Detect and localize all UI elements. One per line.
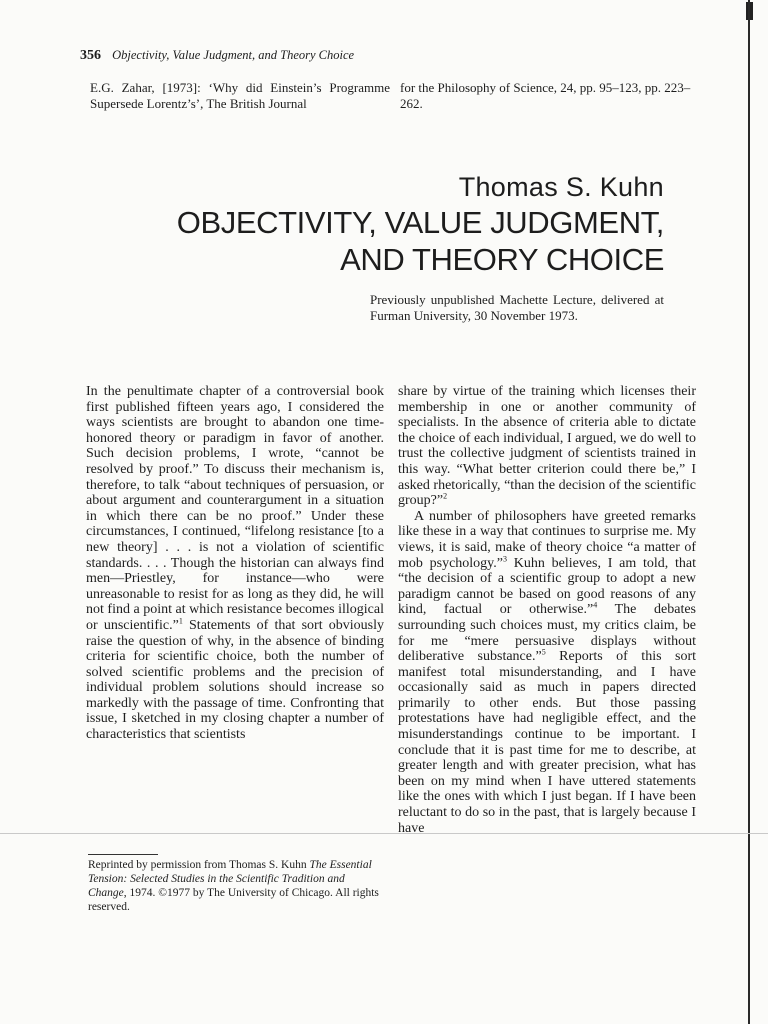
- footnote-rule: [88, 854, 158, 855]
- paragraph: [398, 384, 696, 509]
- paragraph-text: Statements of that sort obviously raise the question of why, in the absence of binding criteria for scientific choice, both the number of solved scientific problems and the precision of individual problem solutions should increase so markedly with the passage of time. Confronting that issue, I sketched in my closing chapter a number of characteristics that scientists: [86, 617, 384, 743]
- paragraph-text: Reports of this sort manifest total misunderstanding, and I have occasionally said as much in papers directed primarily to other ends. But those passing protestations have had negligible effect, and the misunderstandings continue to be important. I conclude that it is past time for me to describe, at greater length and with greater precision, what has been on my mind when I have uttered statements like the ones with which I just began. If I have been reluctant to do so in the past, that is largely because I have: [398, 649, 696, 836]
- paragraph: [86, 384, 384, 743]
- page-number: 356: [80, 48, 101, 63]
- running-title: Objectivity, Value Judgment, and Theory Choice: [112, 48, 355, 62]
- author-name: Thomas S. Kuhn: [458, 172, 664, 202]
- footnote-ref: 3: [503, 553, 507, 563]
- paragraph-text: Kuhn believes, I am told, that “the decision of a scientific group to adopt a new paradigm cannot be based on good reasons of any kind, factual or otherwise.”: [398, 555, 696, 618]
- footnote-ref: 1: [178, 616, 183, 626]
- footnote-text: , 1974. ©1977 by The University of Chicago. All rights reserved.: [88, 887, 379, 913]
- footnote-text: Reprinted by permission from Thomas S. Kuhn: [88, 859, 310, 871]
- title-line-1: OBJECTIVITY, VALUE JUDGMENT,: [176, 205, 664, 240]
- footnote-ref: 4: [593, 600, 598, 610]
- body-column-left: [86, 384, 384, 743]
- article-title: [177, 204, 664, 278]
- footnote-book-title: The Essential Tension: Selected Studies in the Scientific Tradition and Change: [88, 859, 372, 899]
- running-header: [80, 48, 354, 64]
- body-column-right: [398, 384, 696, 836]
- paragraph-text: The debates surrounding such choices must, my critics claim, be for me “mere persuasive displays without deliberative substance.”: [398, 602, 696, 665]
- footnote-ref: 5: [541, 647, 546, 657]
- paragraph-text: A number of philosophers have greeted remarks like these in a way that continues to surprise me. My views, it is said, make of theory choice “a matter of mob psychology.”: [398, 508, 696, 571]
- footnote: [88, 858, 386, 914]
- page-edge-rule: [748, 0, 750, 1024]
- reference-continuation-left: E.G. Zahar, [1973]: ‘Why did Einstein’s Programme Supersede Lorentz’s’, The British Journal: [90, 80, 390, 111]
- reference-continuation-right: for the Philosophy of Science, 24, pp. 95–123, pp. 223–262.: [400, 80, 691, 111]
- title-line-2: AND THEORY CHOICE: [340, 242, 664, 277]
- paragraph-text: share by virtue of the training which licenses their membership in one or another community of specialists. In the absence of criteria able to dictate the choice of each individual, I argued, we do well to trust the collective judgment of scientists trained in this way. “What better criterion could there be,” I asked rhetorically, “than the decision of the scientific group?”: [398, 384, 696, 509]
- paragraph: [398, 509, 696, 836]
- footnote-ref: 2: [443, 491, 448, 501]
- paragraph-text: In the penultimate chapter of a controversial book first published fifteen years ago, I considered the ways scientists are brought to abandon one time-honored theory or paradigm in favor of another. Such decision problems, I wrote, “cannot be resolved by proof.” To discuss their mechanism is, therefore, to talk “about techniques of persuasion, or about argument and counterargument in a situation in which there can be no proof.” Under these circumstances, I continued, “lifelong resistance [to a new theory] . . . is not a violation of scientific standards. . . . Though the historian can always find men—Priestley, for instance—who were unreasonable to resist for as long as they did, he will not find a point at which resistance becomes illogical or unscientific.”: [86, 384, 384, 633]
- lecture-note: Previously unpublished Machette Lecture, delivered at Furman University, 30 November 1973.: [370, 292, 664, 323]
